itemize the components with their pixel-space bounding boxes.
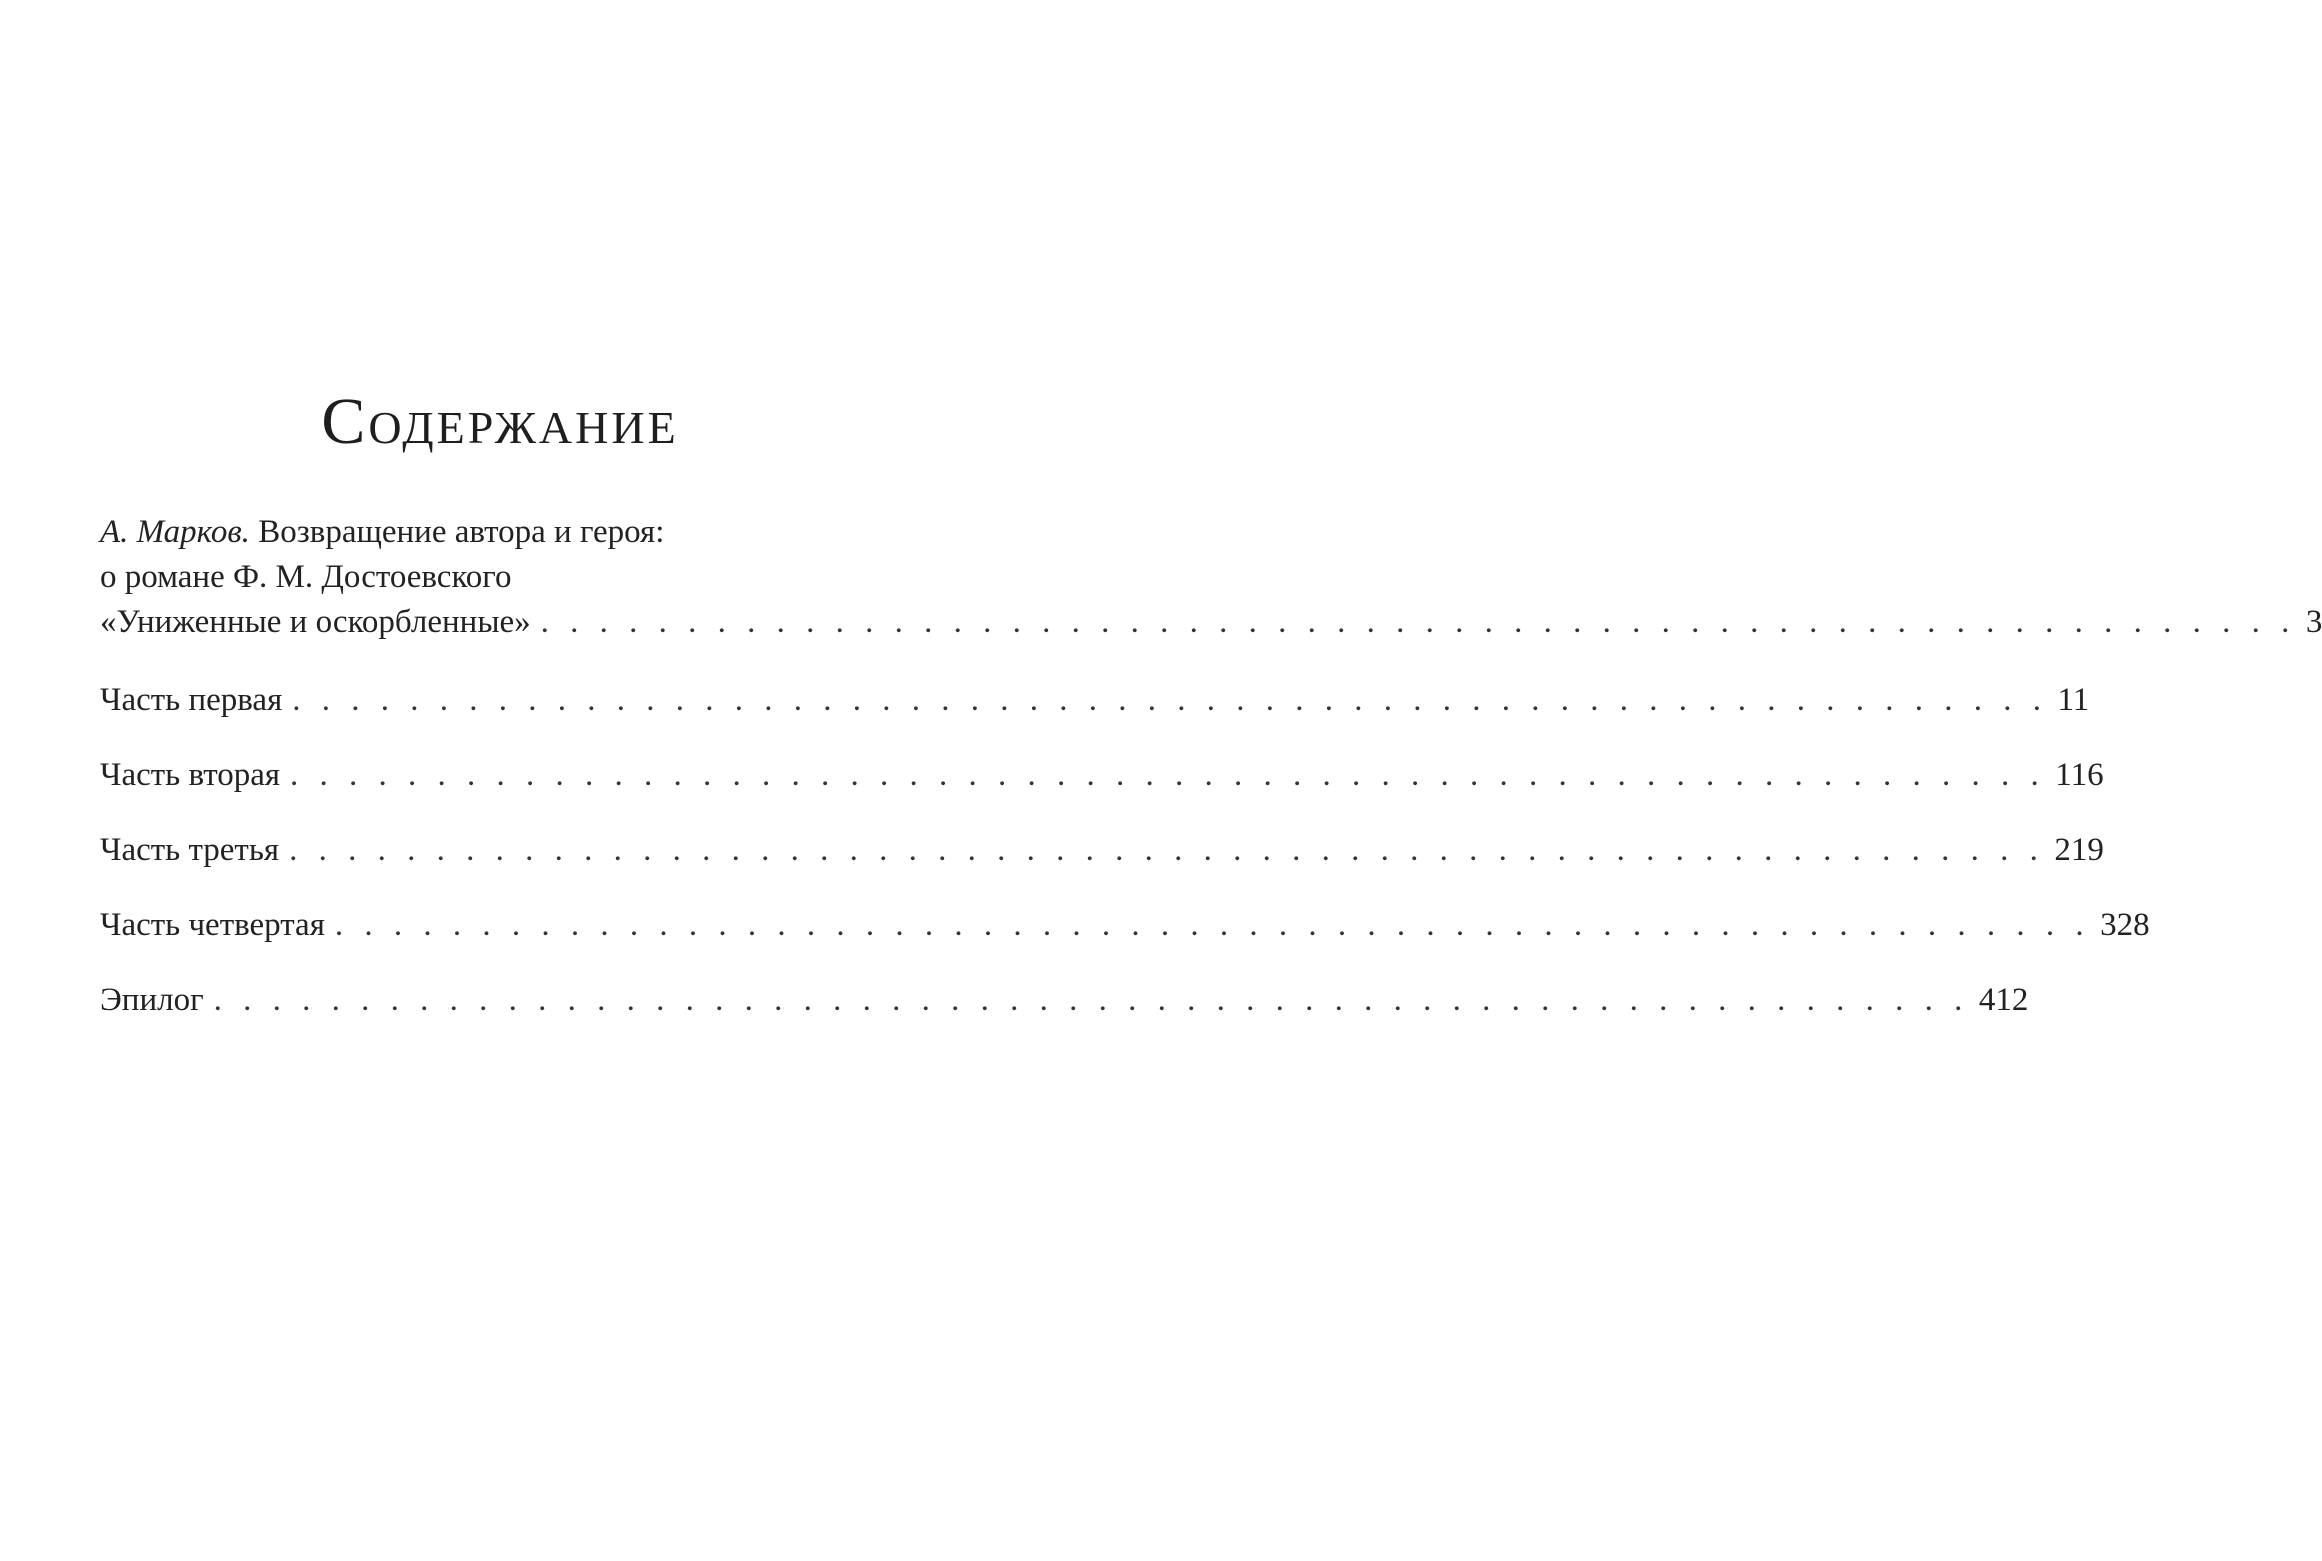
toc-preface-title-part-1: Возвращение автора и героя:	[249, 514, 665, 550]
toc-entry-part-4	[100, 903, 2150, 948]
toc-preface-title-part-2: о романе Ф. М. Достоевского	[100, 559, 512, 595]
dot-leader: . . . . . . . . . . . . . . . . . . . . . . . . . . . . . . . . . . . . . . . . . . . . . . . . . . . . . . . . . . . .	[290, 757, 2046, 793]
dot-leader: . . . . . . . . . . . . . . . . . . . . . . . . . . . . . . . . . . . . . . . . . . . . . . . . . . . . . . . . . . . .	[289, 832, 2045, 868]
toc-page-number: 328	[2100, 907, 2150, 943]
toc-entry-preface	[100, 510, 2322, 645]
toc-page-number: 3	[2305, 604, 2322, 640]
toc-preface-title-part-3: «Униженные и оскорбленные»	[100, 604, 531, 640]
toc-page-number: 116	[2055, 757, 2104, 793]
toc-entry-epilogue	[100, 978, 2029, 1023]
toc-page-number: 219	[2054, 832, 2104, 868]
toc-preface-line-2	[100, 555, 906, 600]
toc-entry-label: Часть четвертая	[100, 907, 325, 943]
toc-entry-part-1	[100, 678, 2090, 723]
toc-preface-line-1	[100, 510, 906, 555]
page-title: Содержание	[321, 385, 679, 458]
dot-leader: . . . . . . . . . . . . . . . . . . . . . . . . . . . . . . . . . . . . . . . . . . . . . . . . . . . . . . . . . . . .	[292, 682, 2048, 718]
toc-page-number: 11	[2057, 682, 2090, 718]
table-of-contents	[100, 510, 2322, 1053]
dot-leader: . . . . . . . . . . . . . . . . . . . . . . . . . . . . . . . . . . . . . . . . . . . . . . . . . . . . . . . . . . . .	[213, 982, 1969, 1018]
toc-entry-part-2	[100, 753, 2104, 798]
toc-entry-part-3	[100, 828, 2104, 873]
dot-leader: . . . . . . . . . . . . . . . . . . . . . . . . . . . . . . . . . . . . . . . . . . . . . . . . . . . . . . . . . . . .	[540, 604, 2296, 640]
toc-entry-label: Часть третья	[100, 832, 280, 868]
toc-preface-line-3	[100, 600, 2322, 645]
toc-entry-label: Часть первая	[100, 682, 283, 718]
toc-preface-author: А. Марков.	[100, 514, 250, 550]
dot-leader: . . . . . . . . . . . . . . . . . . . . . . . . . . . . . . . . . . . . . . . . . . . . . . . . . . . . . . . . . . . .	[334, 907, 2091, 943]
toc-page-number: 412	[1978, 982, 2029, 1018]
toc-entry-label: Часть вторая	[100, 757, 281, 793]
toc-entry-label: Эпилог	[100, 982, 204, 1018]
